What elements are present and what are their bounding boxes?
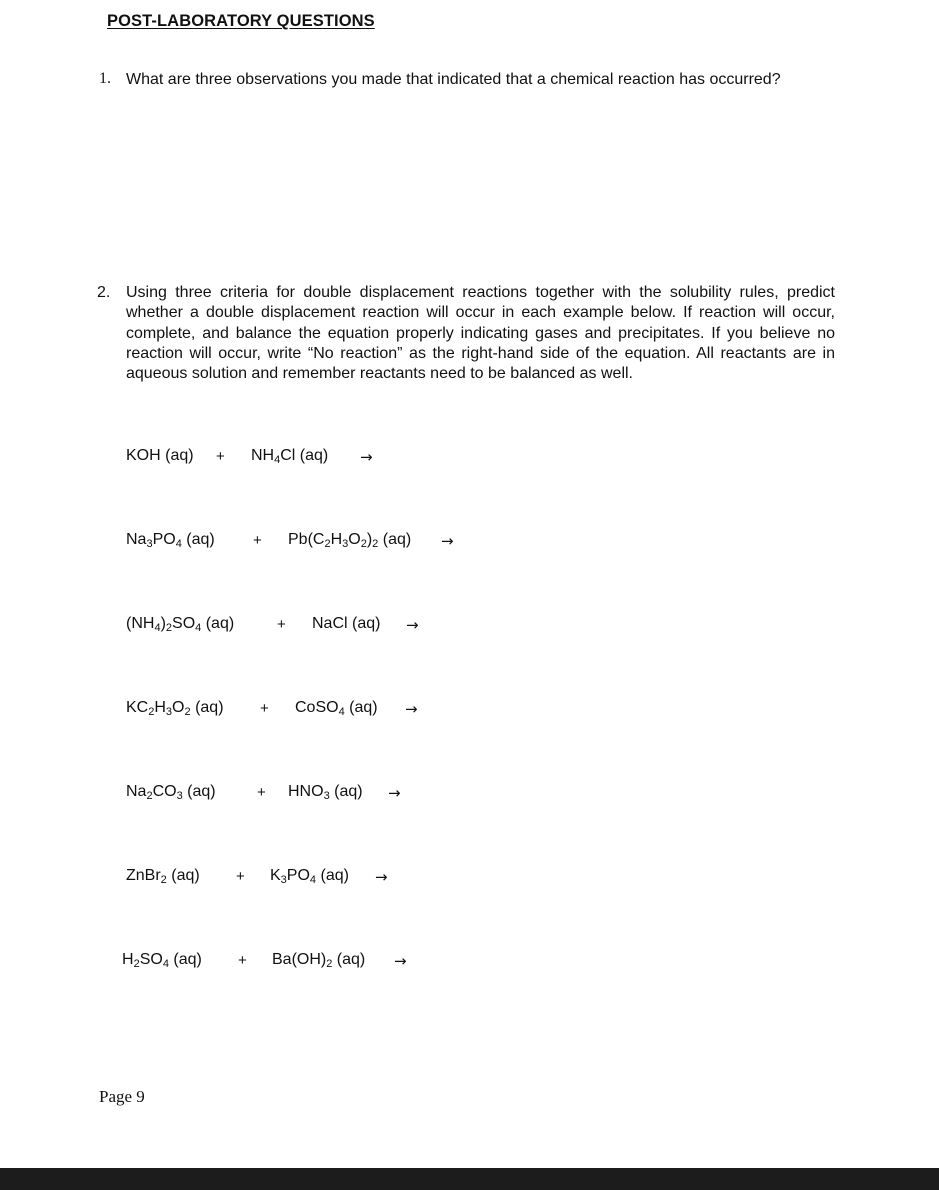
subscript: 2 <box>184 706 191 718</box>
subscript: 2 <box>148 706 155 718</box>
subscript: 2 <box>133 958 140 970</box>
bottom-bar <box>0 1168 939 1190</box>
reactant-1: $H_2SO_4$ (aq) <box>122 951 202 970</box>
subscript: 4 <box>338 706 345 718</box>
subscript: 4 <box>162 958 169 970</box>
reaction-arrow: → <box>375 868 388 886</box>
question-2-text: Using three criteria for double displacement reactions together with the solubility rules, predict whether a double displacement reaction will occur in each example below. If reaction will occur, complete, and balance the equation properly indicating gases and precipitates. If you believe no reaction will occur, write “No reaction” as the right-hand side of the equation. All reactants are in aqueous solution and remember reactants need to be balanced as well. <box>126 284 835 383</box>
subscript: 3 <box>176 790 183 802</box>
question-2-number: 2. <box>97 284 111 301</box>
equation-koh-nh4cl <box>126 447 386 471</box>
reactant-2: NaCl (aq) <box>312 615 381 632</box>
subscript: 2 <box>146 790 153 802</box>
subscript: 4 <box>274 454 281 466</box>
reactant-1: $(NH_4)_2SO_4$ (aq) <box>126 615 235 634</box>
reactant-2: CoSO$_4$ (aq) <box>295 699 378 718</box>
plus-sign: + <box>236 868 245 885</box>
reaction-arrow: → <box>441 532 454 550</box>
subscript: 2 <box>372 538 379 550</box>
subscript: 2 <box>160 874 167 886</box>
equation-nh4so4-nacl <box>126 615 436 639</box>
equation-kacetate-coso4 <box>126 699 436 723</box>
plus-sign: + <box>260 700 269 717</box>
subscript: 2 <box>326 958 333 970</box>
reactant-2: $Pb(C_2H_3O_2)_2$ (aq) <box>288 531 412 550</box>
plus-sign: + <box>238 952 247 969</box>
reaction-arrow: → <box>394 952 407 970</box>
reaction-arrow: → <box>405 700 418 718</box>
equation-na3po4-pbacetate <box>126 531 466 555</box>
plus-sign: + <box>216 448 225 465</box>
subscript: 3 <box>342 538 349 550</box>
reactant-2: $NH_4Cl$ (aq) <box>251 447 329 466</box>
reactant-2: $HNO_3$ (aq) <box>288 783 363 802</box>
subscript: 2 <box>165 622 173 634</box>
subscript: 4 <box>175 538 182 550</box>
subscript: 3 <box>146 538 153 550</box>
post-lab-heading: POST-LABORATORY QUESTIONS <box>107 12 375 30</box>
subscript: 3 <box>323 790 330 802</box>
reactant-1: $KC_2H_3O_2$ (aq) <box>126 699 224 718</box>
reactant-1: $Na_2CO_3$ (aq) <box>126 783 216 802</box>
subscript: 2 <box>324 538 331 550</box>
plus-sign: + <box>257 784 266 801</box>
reactant-1: ZnBr$_2$ (aq) <box>126 867 200 886</box>
subscript: 4 <box>309 874 317 886</box>
equation-znbr2-k3po4 <box>126 867 406 891</box>
subscript: 3 <box>165 706 173 718</box>
subscript: 2 <box>360 538 367 550</box>
reaction-arrow: → <box>406 616 419 634</box>
equation-na2co3-hno3 <box>126 783 416 807</box>
plus-sign: + <box>253 532 262 549</box>
reactant-2: $Ba(OH)_2$ (aq) <box>272 951 366 970</box>
plus-sign: + <box>277 616 286 633</box>
reactant-2: $K_3PO_4$ (aq) <box>270 867 349 886</box>
subscript: 4 <box>154 622 161 634</box>
subscript: 4 <box>195 622 202 634</box>
reaction-arrow: → <box>360 448 373 466</box>
question-1-text: What are three observations you made that indicated that a chemical reaction has occurred? <box>126 71 781 88</box>
reaction-arrow: → <box>388 784 401 802</box>
equation-h2so4-baoh2 <box>122 951 422 975</box>
subscript: 3 <box>280 874 287 886</box>
question-1-number: 1. <box>99 70 111 87</box>
reactant-1: KOH (aq) <box>126 447 194 464</box>
reactant-1: $Na_3PO_4$ (aq) <box>126 531 215 550</box>
page-number: Page 9 <box>99 1087 145 1106</box>
